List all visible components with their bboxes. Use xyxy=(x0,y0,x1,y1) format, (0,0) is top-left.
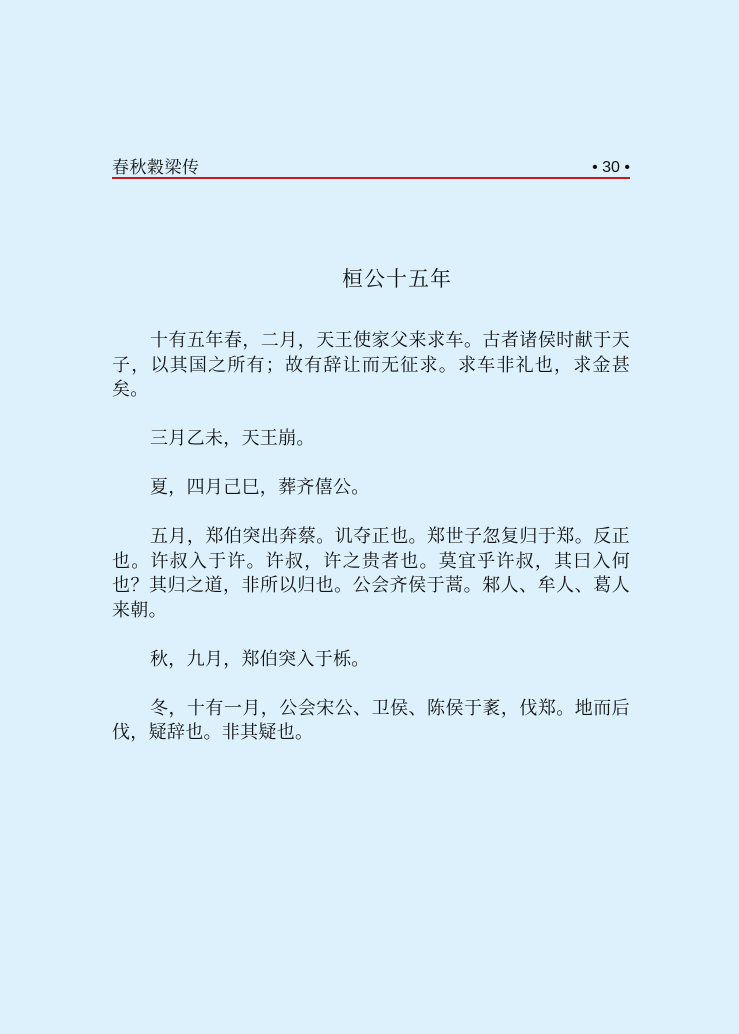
paragraph: 夏，四月己巳，葬齐僖公。 xyxy=(150,477,370,498)
paragraph: 十有五年春，二月，天王使家父来求车。古者诸侯时献于天子，以其国之所有；故有辞让而无征求。求车非礼也，求金甚矣。 xyxy=(112,330,630,400)
paragraph: 三月乙未，天王崩。 xyxy=(150,428,315,449)
paragraph: 冬，十有一月，公会宋公、卫侯、陈侯于袲，伐郑。地而后伐，疑辞也。非其疑也。 xyxy=(112,697,630,743)
book-title: 春秋穀梁传 xyxy=(112,158,200,178)
chapter-title: 桓公十五年 xyxy=(342,267,452,291)
running-header xyxy=(112,157,630,179)
body-text xyxy=(112,329,630,770)
header-rule xyxy=(112,177,630,179)
paragraph: 五月，郑伯突出奔蔡。讥夺正也。郑世子忽复归于郑。反正也。许叔入于许。许叔，许之贵者也。莫宜乎许叔，其曰入何也？其归之道，非所以归也。公会齐侯于蒿。邾人、牟人、葛人来朝。 xyxy=(112,526,630,621)
paragraph: 秋，九月，郑伯突入于栎。 xyxy=(150,648,370,670)
page-number: • 30 • xyxy=(592,159,630,176)
